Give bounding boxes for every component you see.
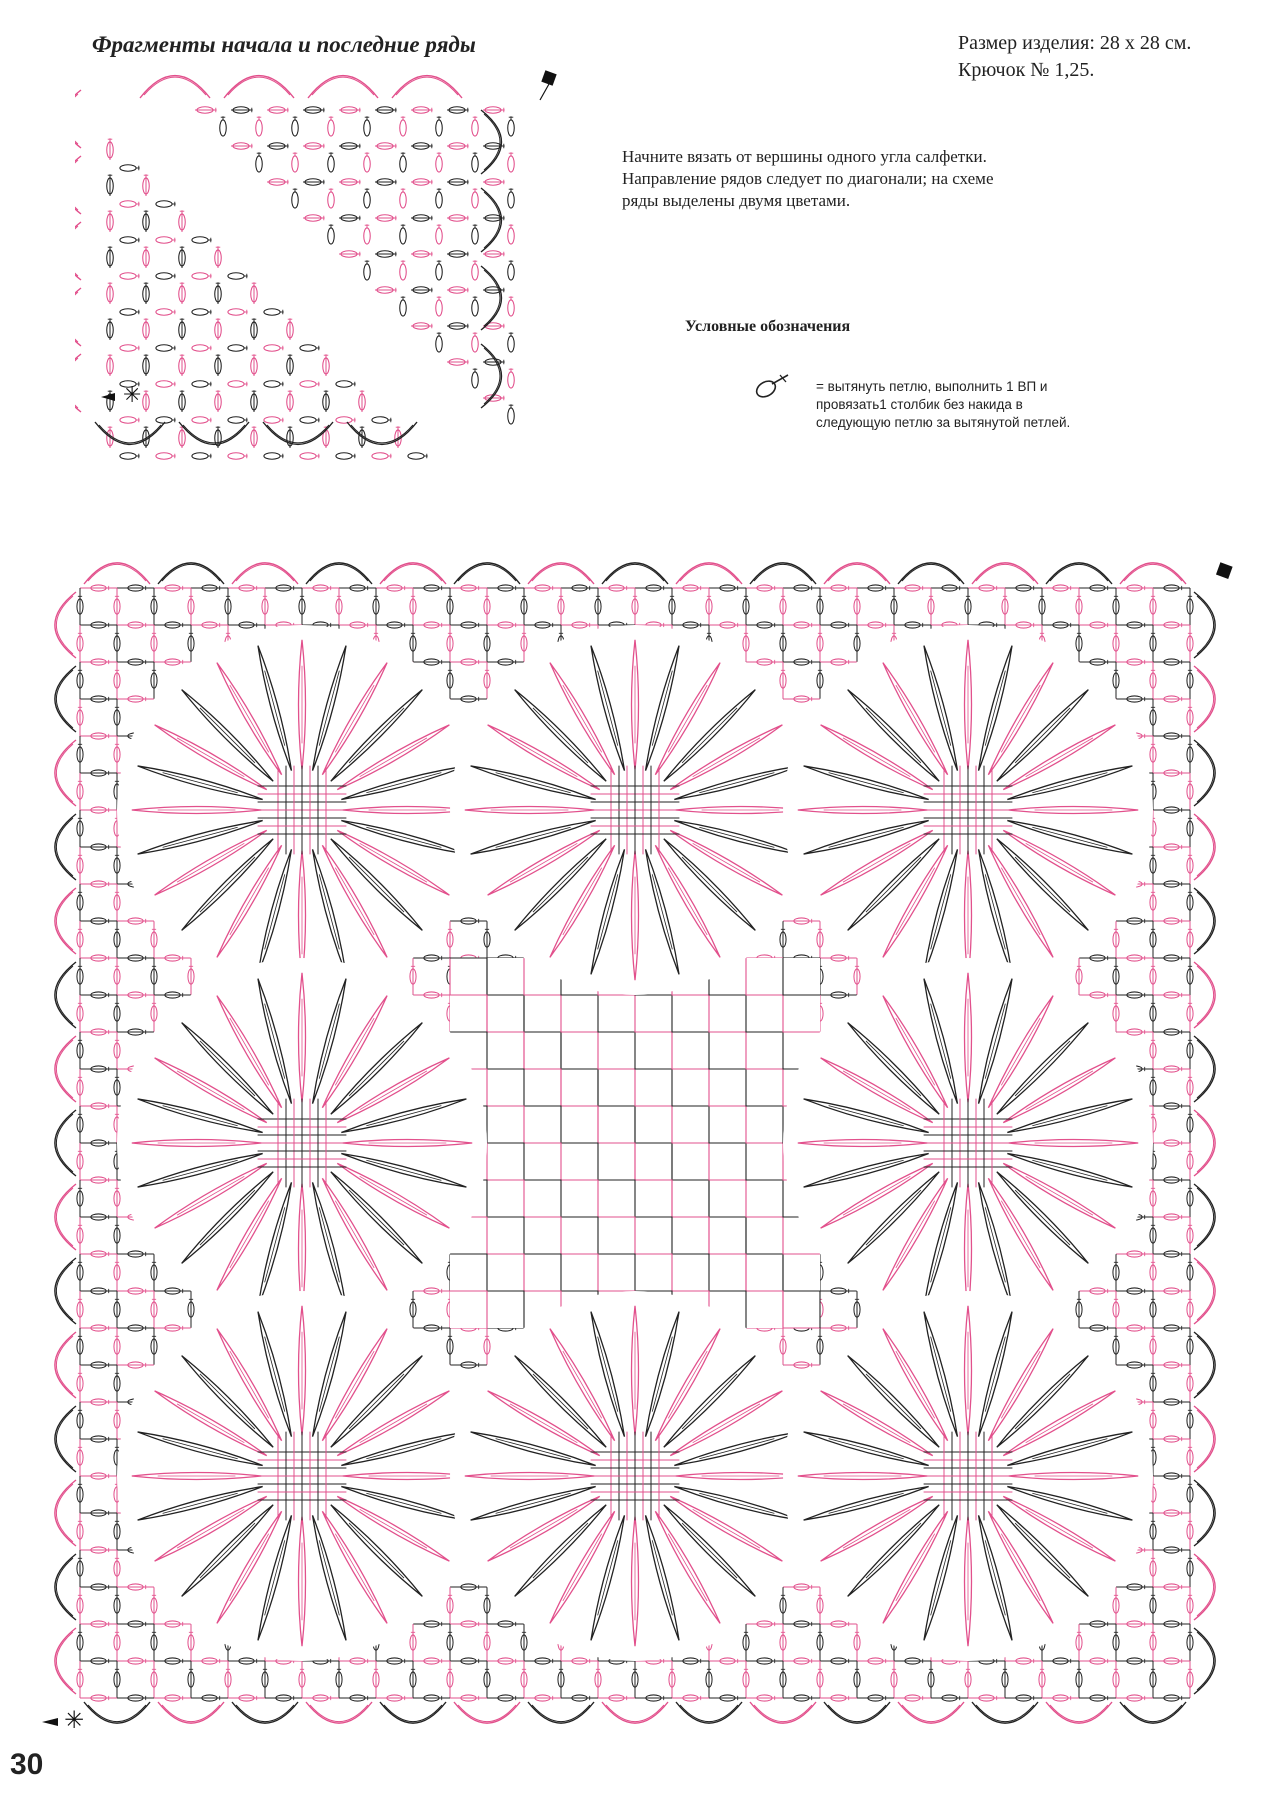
border-scallop bbox=[55, 814, 76, 880]
border-scallop bbox=[232, 563, 298, 584]
stitch-symbol bbox=[472, 116, 478, 136]
border-scallop bbox=[1194, 814, 1215, 880]
fragment-scallop bbox=[75, 90, 81, 148]
stitch-symbol bbox=[336, 417, 356, 423]
border-scallop bbox=[55, 888, 76, 954]
stitch-symbol bbox=[120, 237, 140, 243]
stitch-symbol bbox=[364, 116, 370, 136]
border-scallop bbox=[1194, 1036, 1215, 1102]
border-scallop bbox=[1046, 1702, 1112, 1723]
stitch-symbol bbox=[436, 152, 442, 172]
border-scallop bbox=[1194, 1480, 1215, 1546]
border-scallop bbox=[602, 1702, 668, 1723]
stitch-symbol bbox=[300, 381, 320, 387]
border-scallop bbox=[84, 563, 150, 584]
product-specs bbox=[958, 30, 1191, 84]
fragment-scallop bbox=[75, 288, 81, 346]
fragment-top-right-triangle bbox=[195, 107, 514, 424]
flower-motif bbox=[783, 1291, 1153, 1661]
fragment-scallop bbox=[392, 76, 462, 98]
stitch-symbol bbox=[508, 404, 514, 424]
border-scallop bbox=[676, 1702, 742, 1723]
main-chart bbox=[40, 558, 1260, 1758]
stitch-symbol bbox=[192, 417, 212, 423]
fragment-scallop bbox=[95, 422, 165, 444]
stitch-symbol bbox=[508, 368, 514, 388]
border-scallop bbox=[1194, 1184, 1215, 1250]
border-scallop bbox=[55, 1036, 76, 1102]
stitch-symbol bbox=[472, 332, 478, 352]
stitch-symbol bbox=[120, 453, 140, 459]
border-scallop bbox=[454, 563, 520, 584]
border-scallop bbox=[55, 666, 76, 732]
fragment-bottom-left-triangle bbox=[107, 138, 428, 459]
legend-description: вытянуть петлю, выполнить 1 ВП и провязать1 столбик без накида в следующую петлю за вытянутой петлей. bbox=[816, 379, 1071, 430]
stitch-symbol bbox=[508, 260, 514, 280]
stitch-symbol bbox=[508, 188, 514, 208]
border-scallop bbox=[55, 1628, 76, 1694]
stitch-symbol bbox=[264, 345, 284, 351]
stitch-symbol bbox=[472, 296, 478, 316]
stitch-symbol bbox=[228, 309, 248, 315]
stitch-symbol bbox=[400, 188, 406, 208]
border-scallop bbox=[1194, 1628, 1215, 1694]
stitch-symbol bbox=[472, 188, 478, 208]
stitch-symbol bbox=[228, 453, 248, 459]
fragments-title: Фрагменты начала и последние ряды bbox=[92, 32, 476, 57]
fragment-scallop bbox=[347, 422, 417, 444]
stitch-symbol bbox=[300, 345, 320, 351]
border-scallop bbox=[1194, 1110, 1215, 1176]
stitch-symbol bbox=[264, 381, 284, 387]
stitch-symbol bbox=[364, 224, 370, 244]
border-scallop bbox=[1194, 666, 1215, 732]
stitch-symbol bbox=[156, 417, 176, 423]
stitch-symbol bbox=[472, 368, 478, 388]
legend-title: Условные обозначения bbox=[685, 318, 851, 335]
stitch-symbol bbox=[264, 417, 284, 423]
flower-motif bbox=[783, 625, 1153, 995]
stitch-symbol bbox=[328, 224, 334, 244]
border-scallop bbox=[676, 563, 742, 584]
stitch-symbol bbox=[156, 381, 176, 387]
border-scallop bbox=[454, 1702, 520, 1723]
main-corner-start-square bbox=[1216, 562, 1233, 579]
stitch-symbol bbox=[192, 345, 212, 351]
flower-motif bbox=[117, 625, 487, 995]
flower-motif bbox=[450, 625, 820, 995]
border-scallop bbox=[380, 1702, 446, 1723]
stitch-symbol bbox=[364, 260, 370, 280]
stitch-symbol bbox=[300, 453, 320, 459]
stitch-symbol bbox=[120, 201, 140, 207]
border-scallop bbox=[158, 563, 224, 584]
border-scallop bbox=[1046, 563, 1112, 584]
stitch-symbol bbox=[472, 224, 478, 244]
stitch-symbol bbox=[228, 381, 248, 387]
border-scallop bbox=[1194, 1406, 1215, 1472]
stitch-symbol bbox=[156, 345, 176, 351]
stitch-symbol bbox=[336, 453, 356, 459]
border-scallop bbox=[306, 563, 372, 584]
pulled-loop-icon bbox=[752, 372, 800, 402]
stitch-symbol bbox=[256, 152, 262, 172]
border-scallop bbox=[528, 563, 594, 584]
stitch-symbol bbox=[120, 309, 140, 315]
stitch-symbol bbox=[192, 237, 212, 243]
stitch-symbol bbox=[156, 201, 176, 207]
stitch-symbol bbox=[436, 224, 442, 244]
stitch-symbol bbox=[328, 116, 334, 136]
stitch-symbol bbox=[436, 260, 442, 280]
fragment-scallop bbox=[481, 110, 501, 174]
size-spec: Размер изделия: 28 x 28 см. bbox=[958, 32, 1192, 54]
fragment-right-border bbox=[481, 110, 501, 408]
border-scallop bbox=[1194, 592, 1215, 658]
stitch-symbol bbox=[400, 152, 406, 172]
flower-motif bbox=[117, 958, 487, 1328]
border-scallop bbox=[1194, 1332, 1215, 1398]
stitch-symbol bbox=[120, 273, 140, 279]
stitch-symbol bbox=[120, 345, 140, 351]
stitch-symbol bbox=[364, 152, 370, 172]
center-panel bbox=[450, 958, 820, 1328]
border-scallop bbox=[824, 563, 890, 584]
stitch-symbol bbox=[120, 165, 140, 171]
main-start-marker: ✳ bbox=[64, 1706, 85, 1734]
border-scallop bbox=[55, 1480, 76, 1546]
border-scallop bbox=[55, 1184, 76, 1250]
stitch-symbol bbox=[228, 273, 248, 279]
fragment-diagram bbox=[75, 70, 595, 520]
flower-motif bbox=[783, 958, 1153, 1328]
fragment-scallop bbox=[224, 76, 294, 98]
border-scallop bbox=[528, 1702, 594, 1723]
stitch-symbol bbox=[256, 116, 262, 136]
stitch-symbol bbox=[264, 309, 284, 315]
border-scallop bbox=[232, 1702, 298, 1723]
stitch-symbol bbox=[508, 116, 514, 136]
stitch-symbol bbox=[408, 453, 428, 459]
stitch-symbol bbox=[400, 224, 406, 244]
stitch-symbol bbox=[400, 116, 406, 136]
fragment-corner-start-square bbox=[541, 70, 556, 85]
fragment-scallop bbox=[481, 266, 501, 330]
border-scallop bbox=[750, 563, 816, 584]
hook-spec: Крючок № 1,25. bbox=[958, 59, 1095, 81]
border-scallop bbox=[602, 563, 668, 584]
stitch-symbol bbox=[328, 152, 334, 172]
fragment-scallop bbox=[140, 76, 210, 98]
stitch-symbol bbox=[436, 116, 442, 136]
stitch-symbol bbox=[156, 273, 176, 279]
stitch-symbol bbox=[328, 188, 334, 208]
border-scallop bbox=[84, 1702, 150, 1723]
stitch-symbol bbox=[292, 188, 298, 208]
stitch-symbol bbox=[156, 237, 176, 243]
border-scallop bbox=[1194, 1258, 1215, 1324]
border-scallop bbox=[1120, 1702, 1186, 1723]
border-scallop bbox=[972, 563, 1038, 584]
stitch-symbol bbox=[364, 188, 370, 208]
stitch-symbol bbox=[192, 453, 212, 459]
stitch-symbol bbox=[436, 188, 442, 208]
page-number: 30 bbox=[10, 1748, 44, 1781]
border-scallop bbox=[55, 740, 76, 806]
fragment-start-marker: ✳ bbox=[123, 383, 142, 408]
border-scallop bbox=[55, 1258, 76, 1324]
flower-motif bbox=[117, 1291, 487, 1661]
stitch-symbol bbox=[228, 417, 248, 423]
fragment-arrow-icon bbox=[101, 393, 115, 401]
border-scallop bbox=[55, 1554, 76, 1620]
stitch-symbol bbox=[508, 224, 514, 244]
stitch-symbol bbox=[228, 345, 248, 351]
stitch-symbol bbox=[436, 296, 442, 316]
fragment-scallop bbox=[75, 156, 81, 214]
stitch-symbol bbox=[400, 260, 406, 280]
border-scallop bbox=[898, 1702, 964, 1723]
stitch-symbol bbox=[192, 273, 212, 279]
border-scallop bbox=[972, 1702, 1038, 1723]
stitch-symbol bbox=[508, 152, 514, 172]
border-scallop bbox=[380, 563, 446, 584]
legend-equals: = bbox=[816, 379, 828, 394]
border-scallop bbox=[898, 563, 964, 584]
fragment-scallop bbox=[308, 76, 378, 98]
stitch-symbol bbox=[472, 260, 478, 280]
stitch-symbol bbox=[264, 453, 284, 459]
border-scallop bbox=[1120, 563, 1186, 584]
stitch-symbol bbox=[436, 332, 442, 352]
stitch-symbol bbox=[400, 296, 406, 316]
border-scallop bbox=[750, 1702, 816, 1723]
stitch-symbol bbox=[472, 152, 478, 172]
border-scallop bbox=[55, 1110, 76, 1176]
border-scallop bbox=[306, 1702, 372, 1723]
border-scallop bbox=[55, 1332, 76, 1398]
border-scallop bbox=[158, 1702, 224, 1723]
stitch-symbol bbox=[508, 296, 514, 316]
flower-motif bbox=[450, 1291, 820, 1661]
stitch-symbol bbox=[300, 417, 320, 423]
stitch-symbol bbox=[156, 453, 176, 459]
stitch-symbol bbox=[372, 453, 392, 459]
stitch-symbol bbox=[336, 381, 356, 387]
stitch-symbol bbox=[372, 417, 392, 423]
border-scallop bbox=[55, 592, 76, 658]
stitch-symbol bbox=[292, 116, 298, 136]
fragment-scallop bbox=[75, 222, 81, 280]
border-scallop bbox=[55, 1406, 76, 1472]
stitch-symbol bbox=[156, 309, 176, 315]
stitch-symbol bbox=[192, 381, 212, 387]
legend-entry bbox=[816, 378, 1096, 432]
fragment-top-border bbox=[140, 76, 462, 98]
stitch-symbol bbox=[292, 152, 298, 172]
border-scallop bbox=[1194, 1554, 1215, 1620]
stitch-symbol bbox=[120, 417, 140, 423]
stitch-symbol bbox=[192, 309, 212, 315]
fragment-left-border bbox=[75, 90, 81, 412]
border-scallop bbox=[824, 1702, 890, 1723]
main-arrow-icon bbox=[42, 1718, 58, 1726]
border-scallop bbox=[55, 962, 76, 1028]
stitch-symbol bbox=[508, 332, 514, 352]
instructions-text: Начните вязать от вершины одного угла салфетки. Направление рядов следует по диагонали; на схеме ряды выделены двумя цветами. bbox=[622, 147, 994, 210]
fragment-scallop bbox=[179, 422, 249, 444]
stitch-symbol bbox=[220, 116, 226, 136]
border-scallop bbox=[1194, 888, 1215, 954]
fragment-scallop bbox=[75, 354, 81, 412]
border-scallop bbox=[1194, 962, 1215, 1028]
border-scallop bbox=[1194, 740, 1215, 806]
